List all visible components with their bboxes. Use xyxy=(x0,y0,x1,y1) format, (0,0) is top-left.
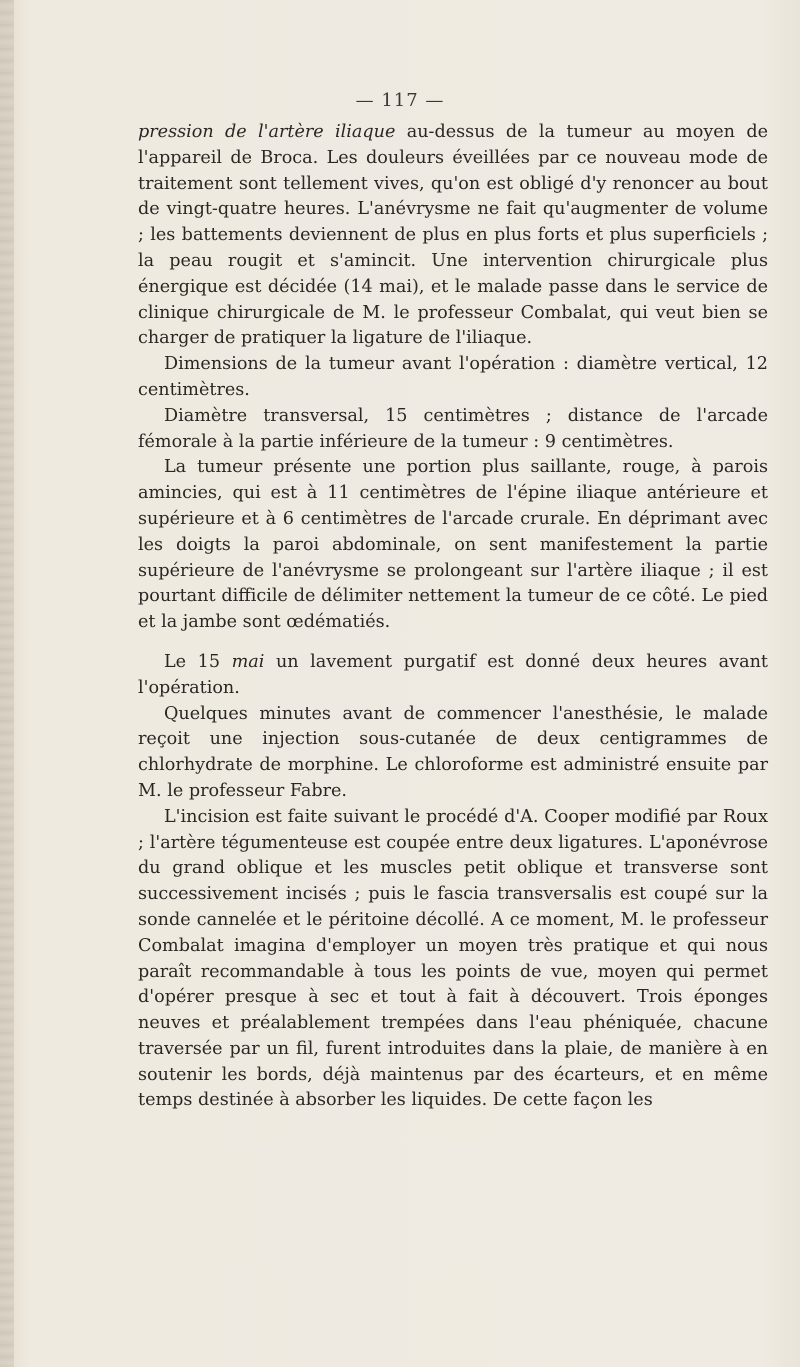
paragraph-6: Quelques minutes avant de commencer l'anesthésie, le malade reçoit une injection sous-cutanée de deux centigrammes de chlorhydrate de morphine. Le chloroforme est administré ensuite par M. le professeur Fabre. xyxy=(138,703,768,801)
paragraph-5-lead: Le 15 xyxy=(164,651,232,672)
paragraph-7: L'incision est faite suivant le procédé d'A. Cooper modifié par Roux ; l'artère tégumenteuse est coupée entre deux ligatures. L'aponévrose du grand oblique et les muscles petit oblique et transverse sont successivement incisés ; puis le fascia transversalis est coupé sur la sonde cannelée et le péritoine décollé. A ce moment, M. le professeur Combalat imagina d'employer un moyen très pratique et qui nous paraît recommandable à tous les points de vue, moyen qui permet d'opérer presque à sec et tout à fait à découvert. Trois éponges neuves et préalablement trempées dans l'eau phéniquée, chacune traversée par un fil, furent introduites dans la plaie, de manière à en soutenir les bords, déjà maintenus par des écarteurs, et en même temps destinée à absorber les liquides. De cette façon les xyxy=(138,806,768,1111)
paragraph-1 xyxy=(138,120,768,352)
page-number: — 117 — xyxy=(355,90,445,111)
body-text xyxy=(138,120,768,1114)
paragraph-5-text: un lavement purgatif est donné deux heures avant l'opération. xyxy=(138,651,768,698)
page-binding-edge xyxy=(0,0,14,1367)
paragraph-4: La tumeur présente une portion plus saillante, rouge, à parois amincies, qui est à 11 centimètres de l'épine iliaque antérieure et supérieure et à 6 centimètres de l'arcade crurale. En déprimant avec les doigts la paroi abdominale, on sent manifestement la partie supérieure de l'anévrysme se prolongeant sur l'artère iliaque ; il est pourtant difficile de délimiter nettement la tumeur de ce côté. Le pied et la jambe sont œdématiés. xyxy=(138,457,768,633)
paragraph-1-text: au-dessus de la tumeur au moyen de l'appareil de Broca. Les douleurs éveillées par ce nouveau mode de traitement sont tellement vives, qu'on est obligé d'y renoncer au bout de vingt-quatre heures. L'anévrysme ne fait qu'augmenter de volume ; les battements deviennent de plus en plus forts et plus superficiels ; la peau rougit et s'amincit. Une intervention chirurgicale plus énergique est décidée (14 mai), et le malade passe dans le service de clinique chirurgicale de M. le professeur Combalat, qui veut bien se charger de pratiquer la ligature de l'iliaque. xyxy=(138,122,768,349)
paragraph-5-italic: mai xyxy=(231,651,265,672)
paragraph-5 xyxy=(138,650,768,702)
paragraph-1-italic: pression de l'artère iliaque xyxy=(138,122,396,142)
paragraph-3: Diamètre transversal, 15 centimètres ; distance de l'arcade fémorale à la partie inférieure de la tumeur : 9 centimètres. xyxy=(138,405,768,452)
paragraph-2: Dimensions de la tumeur avant l'opération : diamètre vertical, 12 centimètres. xyxy=(138,354,768,400)
